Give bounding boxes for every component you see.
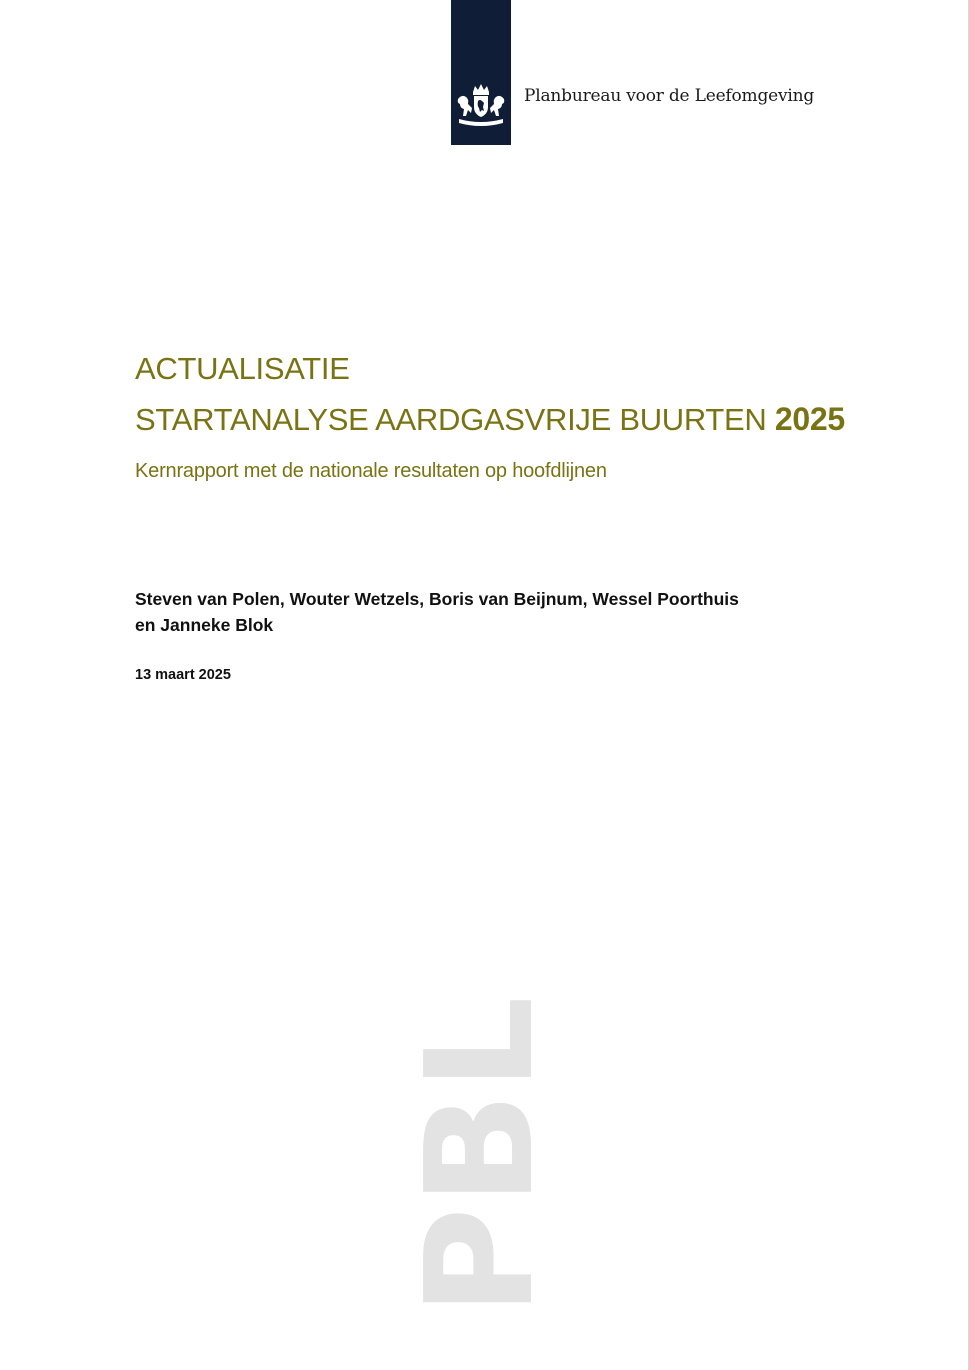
- watermark-area: [380, 994, 580, 1316]
- author-line-2: en Janneke Blok: [135, 615, 274, 635]
- author-list: [135, 586, 775, 638]
- royal-coat-of-arms-icon: [454, 83, 508, 129]
- title-year: 2025: [774, 401, 845, 437]
- report-subtitle: Kernrapport met de nationale resultaten op hoofdlijnen: [135, 460, 607, 482]
- title-main: STARTANALYSE AARDGASVRIJE BUURTEN: [135, 402, 767, 437]
- organization-name: Planbureau voor de Leefomgeving: [524, 86, 815, 106]
- title-line-1: ACTUALISATIE: [135, 351, 350, 386]
- title-line-2: [135, 394, 845, 445]
- pbl-watermark: PBL: [394, 994, 566, 1316]
- publication-date: 13 maart 2025: [135, 667, 231, 683]
- author-line-1: Steven van Polen, Wouter Wetzels, Boris van Beijnum, Wessel Poorthuis: [135, 589, 739, 609]
- report-title: [135, 344, 845, 445]
